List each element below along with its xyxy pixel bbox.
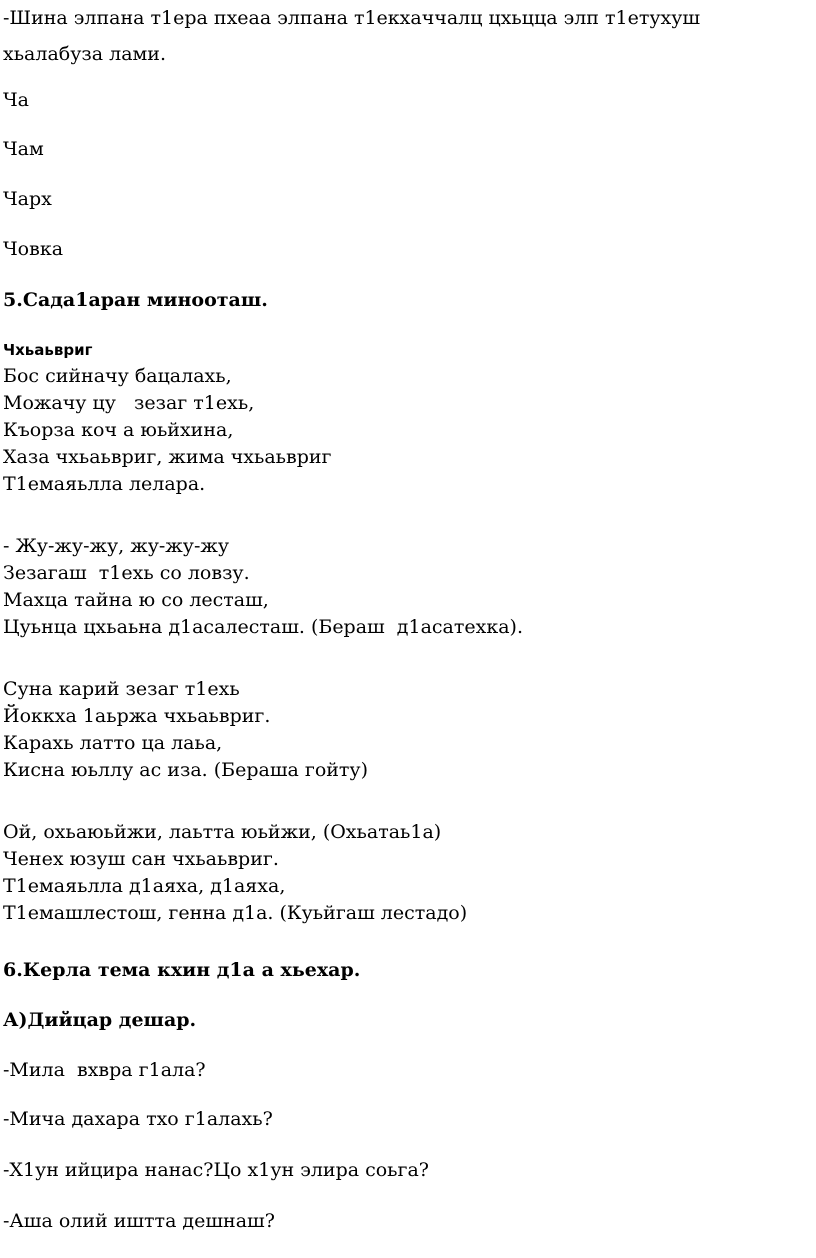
poem-line: Бос сийначу бацалахь, xyxy=(3,365,232,387)
poem-line: Т1емаяьлла лелара. xyxy=(3,473,206,495)
poem-line: Т1емашлестош, генна д1а. (Куьйгаш лестадо) xyxy=(3,902,468,924)
poem-line: Йоккха 1аьржа чхьаьвриг. xyxy=(3,705,271,727)
poem-line: Ченех юзуш сан чхьаьвриг. xyxy=(3,848,279,870)
poem-line: Цуьнца цхьаьна д1асалесташ. (Бераш д1асатехка). xyxy=(3,616,524,638)
poem-line: Суна карий зезаг т1ехь xyxy=(3,678,240,700)
question-item: -Х1ун ийцира нанас?Цо х1ун элира соьга? xyxy=(3,1159,429,1181)
poem-line: Махца тайна ю со лесташ, xyxy=(3,589,269,611)
section-6-heading: 6.Керла тема кхин д1а а хьехар. xyxy=(3,959,361,981)
question-item: -Мила вхвра г1ала? xyxy=(3,1059,206,1081)
poem-line: Зезагаш т1ехь со ловзу. xyxy=(3,562,250,584)
question-item: -Аша олий иштта дешнаш? xyxy=(3,1210,275,1232)
poem-stanza-1 xyxy=(3,363,332,498)
poem-title: Чхьаьвриг xyxy=(3,341,93,359)
word-item: Ча xyxy=(3,89,30,111)
poem-line: - Жу-жу-жу, жу-жу-жу xyxy=(3,535,230,557)
poem-stanza-3 xyxy=(3,676,368,784)
poem-line: Кисна юьллу ас иза. (Бераша гойту) xyxy=(3,759,369,781)
word-item: Човка xyxy=(3,238,64,260)
poem-line: Т1емаяьлла д1аяха, д1аяха, xyxy=(3,875,286,897)
poem-line: Карахь латто ца лаьа, xyxy=(3,732,223,754)
poem-line: Хаза чхьаьвриг, жима чхьаьвриг xyxy=(3,446,332,468)
poem-line: Ой, охьаюьйжи, лаьтта юьйжи, (Охьатаь1а) xyxy=(3,821,442,843)
poem-stanza-4 xyxy=(3,819,467,927)
question-item: -Мича дахара тхо г1алахь? xyxy=(3,1108,273,1130)
word-item: Чам xyxy=(3,138,44,160)
section-5-heading: 5.Сада1аран минооташ. xyxy=(3,289,268,311)
word-item: Чарх xyxy=(3,188,52,210)
section-6-subheading: А)Дийцар дешар. xyxy=(3,1009,197,1031)
poem-line: Можачу цу зезаг т1ехь, xyxy=(3,392,255,414)
poem-line: Къорза коч а юьйхина, xyxy=(3,419,234,441)
poem-stanza-2 xyxy=(3,533,523,641)
intro-instruction: -Шина элпана т1ера пхеаа элпана т1екхаччалц цхьцца элп т1етухуш хьалабуза лами. xyxy=(3,7,701,65)
